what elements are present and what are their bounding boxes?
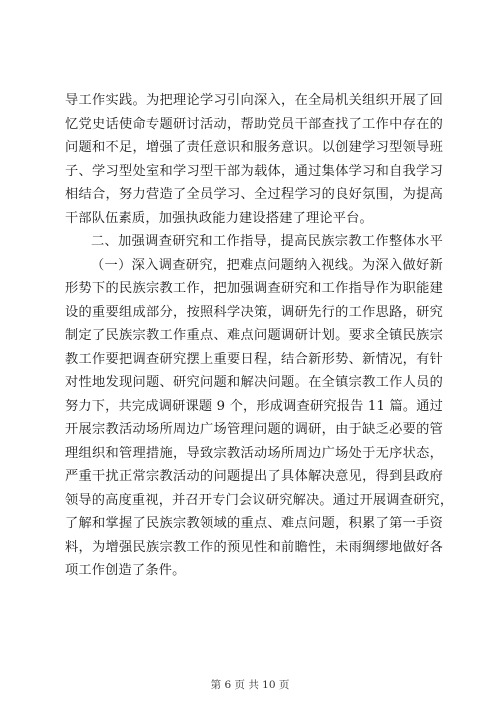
- text-line: 导工作实践。为把理论学习引向深入，在全局机关组织开展了回: [65, 93, 443, 108]
- text-line: 忆党史话使命专题研讨活动，帮助党员干部查找了工作中存在的: [65, 116, 443, 132]
- text-line: （一）深入调查研究，把难点问题纳入视线。为深入做好新: [91, 257, 443, 273]
- text-line: 干部队伍素质，加强执政能力建设搭建了理论平台。: [65, 210, 373, 226]
- text-line: 子、学习型处室和学习型干部为载体，通过集体学习和自我学习: [65, 163, 443, 179]
- text-line: 理组织和管理措施，导致宗教活动场所周边广场处于无序状态，: [65, 445, 443, 461]
- page-footer: 第 6 页 共 10 页: [210, 679, 290, 691]
- text-line: 严重干扰正常宗教活动的问题提出了具体解决意见，得到县政府: [65, 469, 443, 484]
- text-line: 开展宗教活动场所周边广场管理问题的调研，由于缺乏必要的管: [65, 422, 443, 437]
- text-line: 相结合，努力营造了全员学习、全过程学习的良好氛围，为提高: [65, 187, 443, 202]
- text-line: 制定了民族宗教工作重点、难点问题调研计划。要求全镇民族宗: [65, 328, 443, 343]
- text-line: 了解和掌握了民族宗教领域的重点、难点问题，积累了第一手资: [65, 516, 443, 531]
- text-line: 问题和不足，增强了责任意识和服务意识。以创建学习型领导班: [65, 140, 443, 155]
- text-line: 料，为增强民族宗教工作的预见性和前瞻性，未雨绸缪地做好各: [65, 539, 443, 555]
- text-line: 设的重要组成部分，按照科学决策，调研先行的工作思路，研究: [65, 304, 443, 320]
- text-line: 努力下，共完成调研课题 9 个，形成调查研究报告 11 篇。通过: [65, 398, 444, 414]
- text-line: 对性地发现问题、研究问题和解决问题。在全镇宗教工作人员的: [65, 375, 443, 390]
- text-line: 领导的高度重视，并召开专门会议研究解决。通过开展调查研究，: [65, 492, 454, 508]
- text-line: 形势下的民族宗教工作，把加强调查研究和工作指导作为职能建: [65, 281, 443, 296]
- text-line: 项工作创造了条件。: [65, 563, 186, 578]
- text-line: 教工作要把调查研究摆上重要日程，结合新形势、新情况，有针: [65, 351, 443, 367]
- text-line: 二、加强调查研究和工作指导，提高民族宗教工作整体水平: [91, 234, 443, 249]
- document-body: [65, 89, 454, 583]
